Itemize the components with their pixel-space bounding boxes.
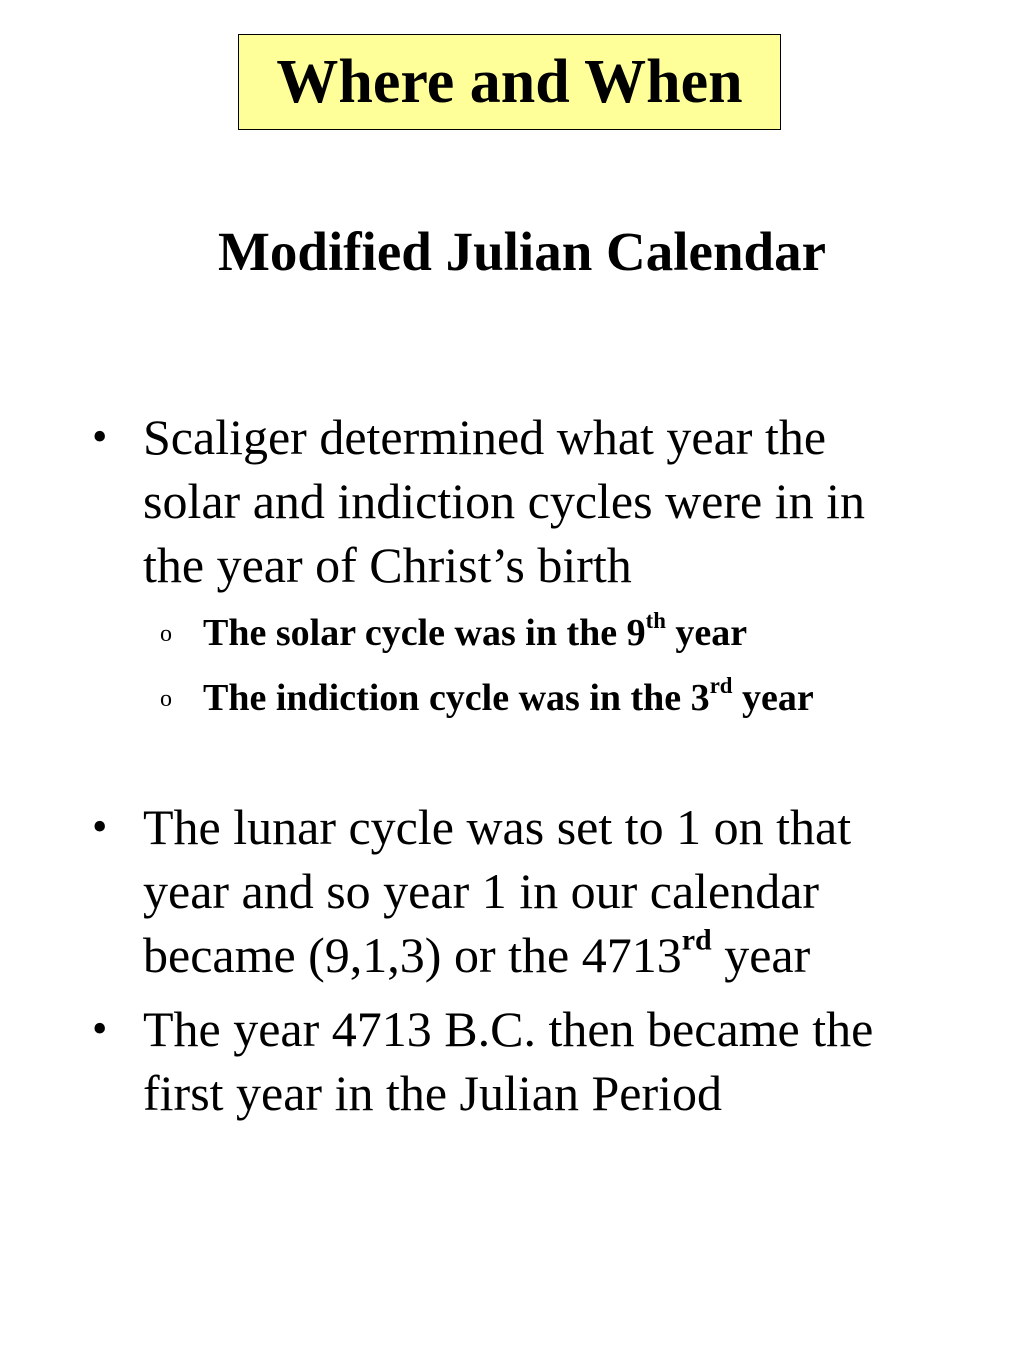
sub-bullet-marker: o bbox=[160, 686, 172, 712]
bullet-text: Scaliger determined what year the solar and indiction cycles were in in the year of Christ’s birth bbox=[143, 409, 865, 593]
bullet-marker: • bbox=[92, 412, 108, 461]
bullet-marker: • bbox=[92, 802, 108, 851]
bullet-marker: • bbox=[92, 1004, 108, 1053]
bullet-text: The lunar cycle was set to 1 on that year and so year 1 in our calendar became (9,1,3) or the 4713rd year bbox=[143, 799, 852, 983]
slide-subtitle: Modified Julian Calendar bbox=[217, 221, 827, 282]
sub-bullet-marker: o bbox=[160, 621, 172, 647]
bullet-text: The year 4713 B.C. then became the first year in the Julian Period bbox=[143, 1001, 874, 1121]
slide-title-box bbox=[238, 34, 781, 130]
sub-bullet-text: The indiction cycle was in the 3rd year bbox=[203, 672, 814, 719]
ordinal-suffix: rd bbox=[709, 672, 733, 698]
ordinal-suffix: rd bbox=[681, 923, 712, 957]
sub-bullet-text: The solar cycle was in the 9th year bbox=[203, 607, 748, 654]
ordinal-suffix: th bbox=[645, 607, 666, 633]
slide-title: Where and When bbox=[276, 48, 743, 116]
